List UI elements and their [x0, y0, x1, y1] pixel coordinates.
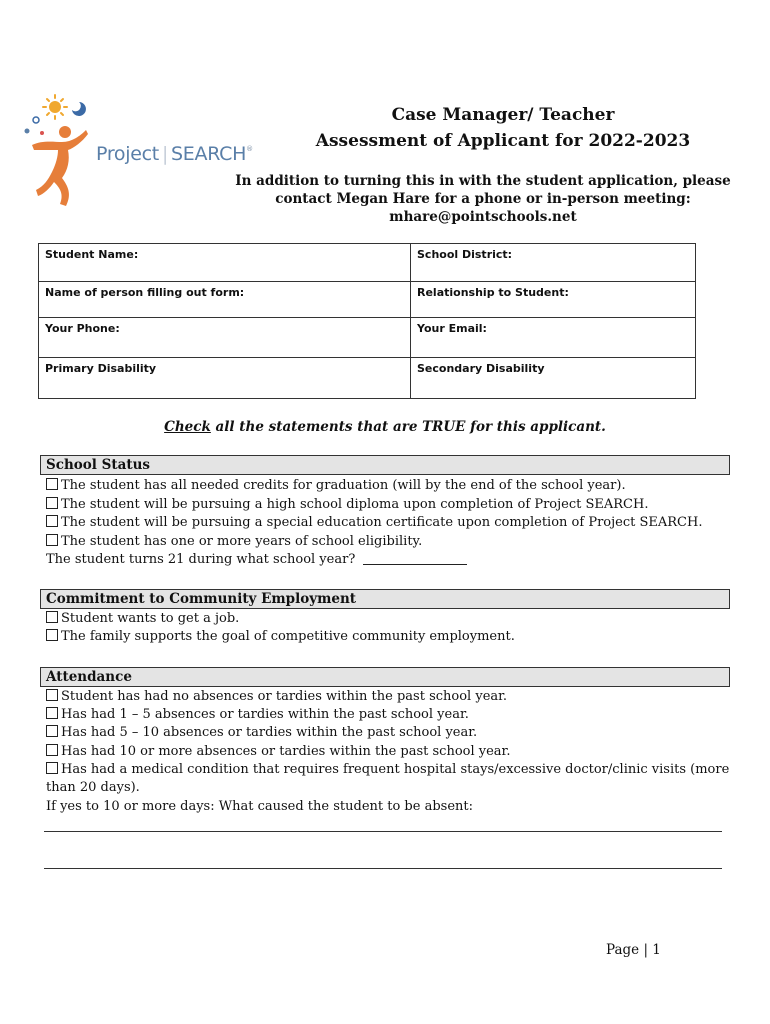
checkbox-label: Student has had no absences or tardies within the past school year.: [61, 689, 508, 704]
school-district-field[interactable]: School District:: [411, 244, 696, 282]
logo-brand-right: SEARCH: [171, 143, 247, 165]
checkbox-label: The student has all needed credits for graduation (will by the end of the school year).: [61, 478, 626, 493]
absence-cause-question: If yes to 10 or more days: What caused the student to be absent:: [46, 799, 473, 814]
logo-registered-mark: ®: [246, 145, 253, 153]
checkbox[interactable]: [46, 744, 58, 756]
form-filler-name-field[interactable]: Name of person filling out form:: [39, 282, 411, 318]
checkbox-label: The student will be pursuing a high school diploma upon completion of Project SEARCH.: [61, 497, 649, 512]
checkbox-item[interactable]: [46, 761, 729, 779]
student-name-field[interactable]: Student Name:: [39, 244, 411, 282]
applicant-info-table: [38, 243, 696, 399]
checkbox-item[interactable]: [46, 496, 648, 514]
page-number: Page | 1: [606, 942, 661, 958]
logo-separator: |: [161, 143, 169, 165]
section-heading-commitment: Commitment to Community Employment: [40, 589, 730, 609]
section-heading-attendance: Attendance: [40, 667, 730, 687]
table-row: [39, 318, 696, 358]
checkbox-item[interactable]: [46, 628, 515, 646]
table-row: [39, 358, 696, 399]
phone-field[interactable]: Your Phone:: [39, 318, 411, 358]
checkbox[interactable]: [46, 534, 58, 546]
intro-line2: contact Megan Hare for a phone or in-person meeting:: [275, 191, 691, 207]
relationship-field[interactable]: Relationship to Student:: [411, 282, 696, 318]
checkbox-label: Student wants to get a job.: [61, 611, 240, 626]
checkbox[interactable]: [46, 478, 58, 490]
checkbox-label: The student has one or more years of school eligibility.: [61, 534, 423, 549]
checkbox-item[interactable]: [46, 724, 477, 742]
table-row: [39, 282, 696, 318]
checkbox-item[interactable]: [46, 533, 422, 551]
checkbox-item[interactable]: [46, 610, 239, 628]
secondary-disability-field[interactable]: Secondary Disability: [411, 358, 696, 399]
turns-21-answer-blank[interactable]: [363, 552, 467, 565]
checkbox-item[interactable]: [46, 477, 626, 495]
checkbox-label: Has had 10 or more absences or tardies within the past school year.: [61, 744, 511, 759]
checkbox-item[interactable]: [46, 706, 469, 724]
checkbox-item[interactable]: [46, 743, 510, 761]
checkbox-item[interactable]: [46, 514, 702, 532]
primary-disability-field[interactable]: Primary Disability: [39, 358, 411, 399]
checkbox[interactable]: [46, 762, 58, 774]
checkbox[interactable]: [46, 707, 58, 719]
checkbox[interactable]: [46, 497, 58, 509]
instruction-rest: all the statements that are TRUE for this applicant.: [210, 419, 606, 435]
answer-line-1[interactable]: [44, 831, 722, 832]
checkbox[interactable]: [46, 689, 58, 701]
instruction-text: [0, 419, 770, 435]
checkbox[interactable]: [46, 629, 58, 641]
page-title-line1: Case Manager/ Teacher: [391, 105, 615, 125]
checkbox-label: Has had 1 – 5 absences or tardies within the past school year.: [61, 707, 469, 722]
contact-email: mhare@pointschools.net: [389, 209, 577, 225]
table-row: [39, 244, 696, 282]
checkbox-label: Has had a medical condition that requires frequent hospital stays/excessive doctor/clinic visits (more: [61, 762, 730, 777]
section-heading-school-status: School Status: [40, 455, 730, 475]
checkbox-label: The family supports the goal of competitive community employment.: [61, 629, 515, 644]
instruction-emphasis: Check: [164, 419, 211, 435]
question-label: The student turns 21 during what school year?: [46, 552, 356, 567]
page-title-line2: Assessment of Applicant for 2022-2023: [315, 131, 691, 151]
checkbox[interactable]: [46, 725, 58, 737]
checkbox-label-continued: than 20 days).: [46, 780, 140, 795]
answer-line-2[interactable]: [44, 868, 722, 869]
checkbox[interactable]: [46, 611, 58, 623]
logo-wordmark: [96, 143, 253, 165]
checkbox-label: Has had 5 – 10 absences or tardies within the past school year.: [61, 725, 478, 740]
logo-brand-left: Project: [96, 143, 159, 165]
turns-21-question: [46, 551, 467, 569]
checkbox[interactable]: [46, 515, 58, 527]
email-field[interactable]: Your Email:: [411, 318, 696, 358]
checkbox-item[interactable]: [46, 688, 507, 706]
checkbox-label: The student will be pursuing a special education certificate upon completion of Project SEARCH.: [61, 515, 703, 530]
intro-line1: In addition to turning this in with the student application, please: [235, 173, 731, 189]
